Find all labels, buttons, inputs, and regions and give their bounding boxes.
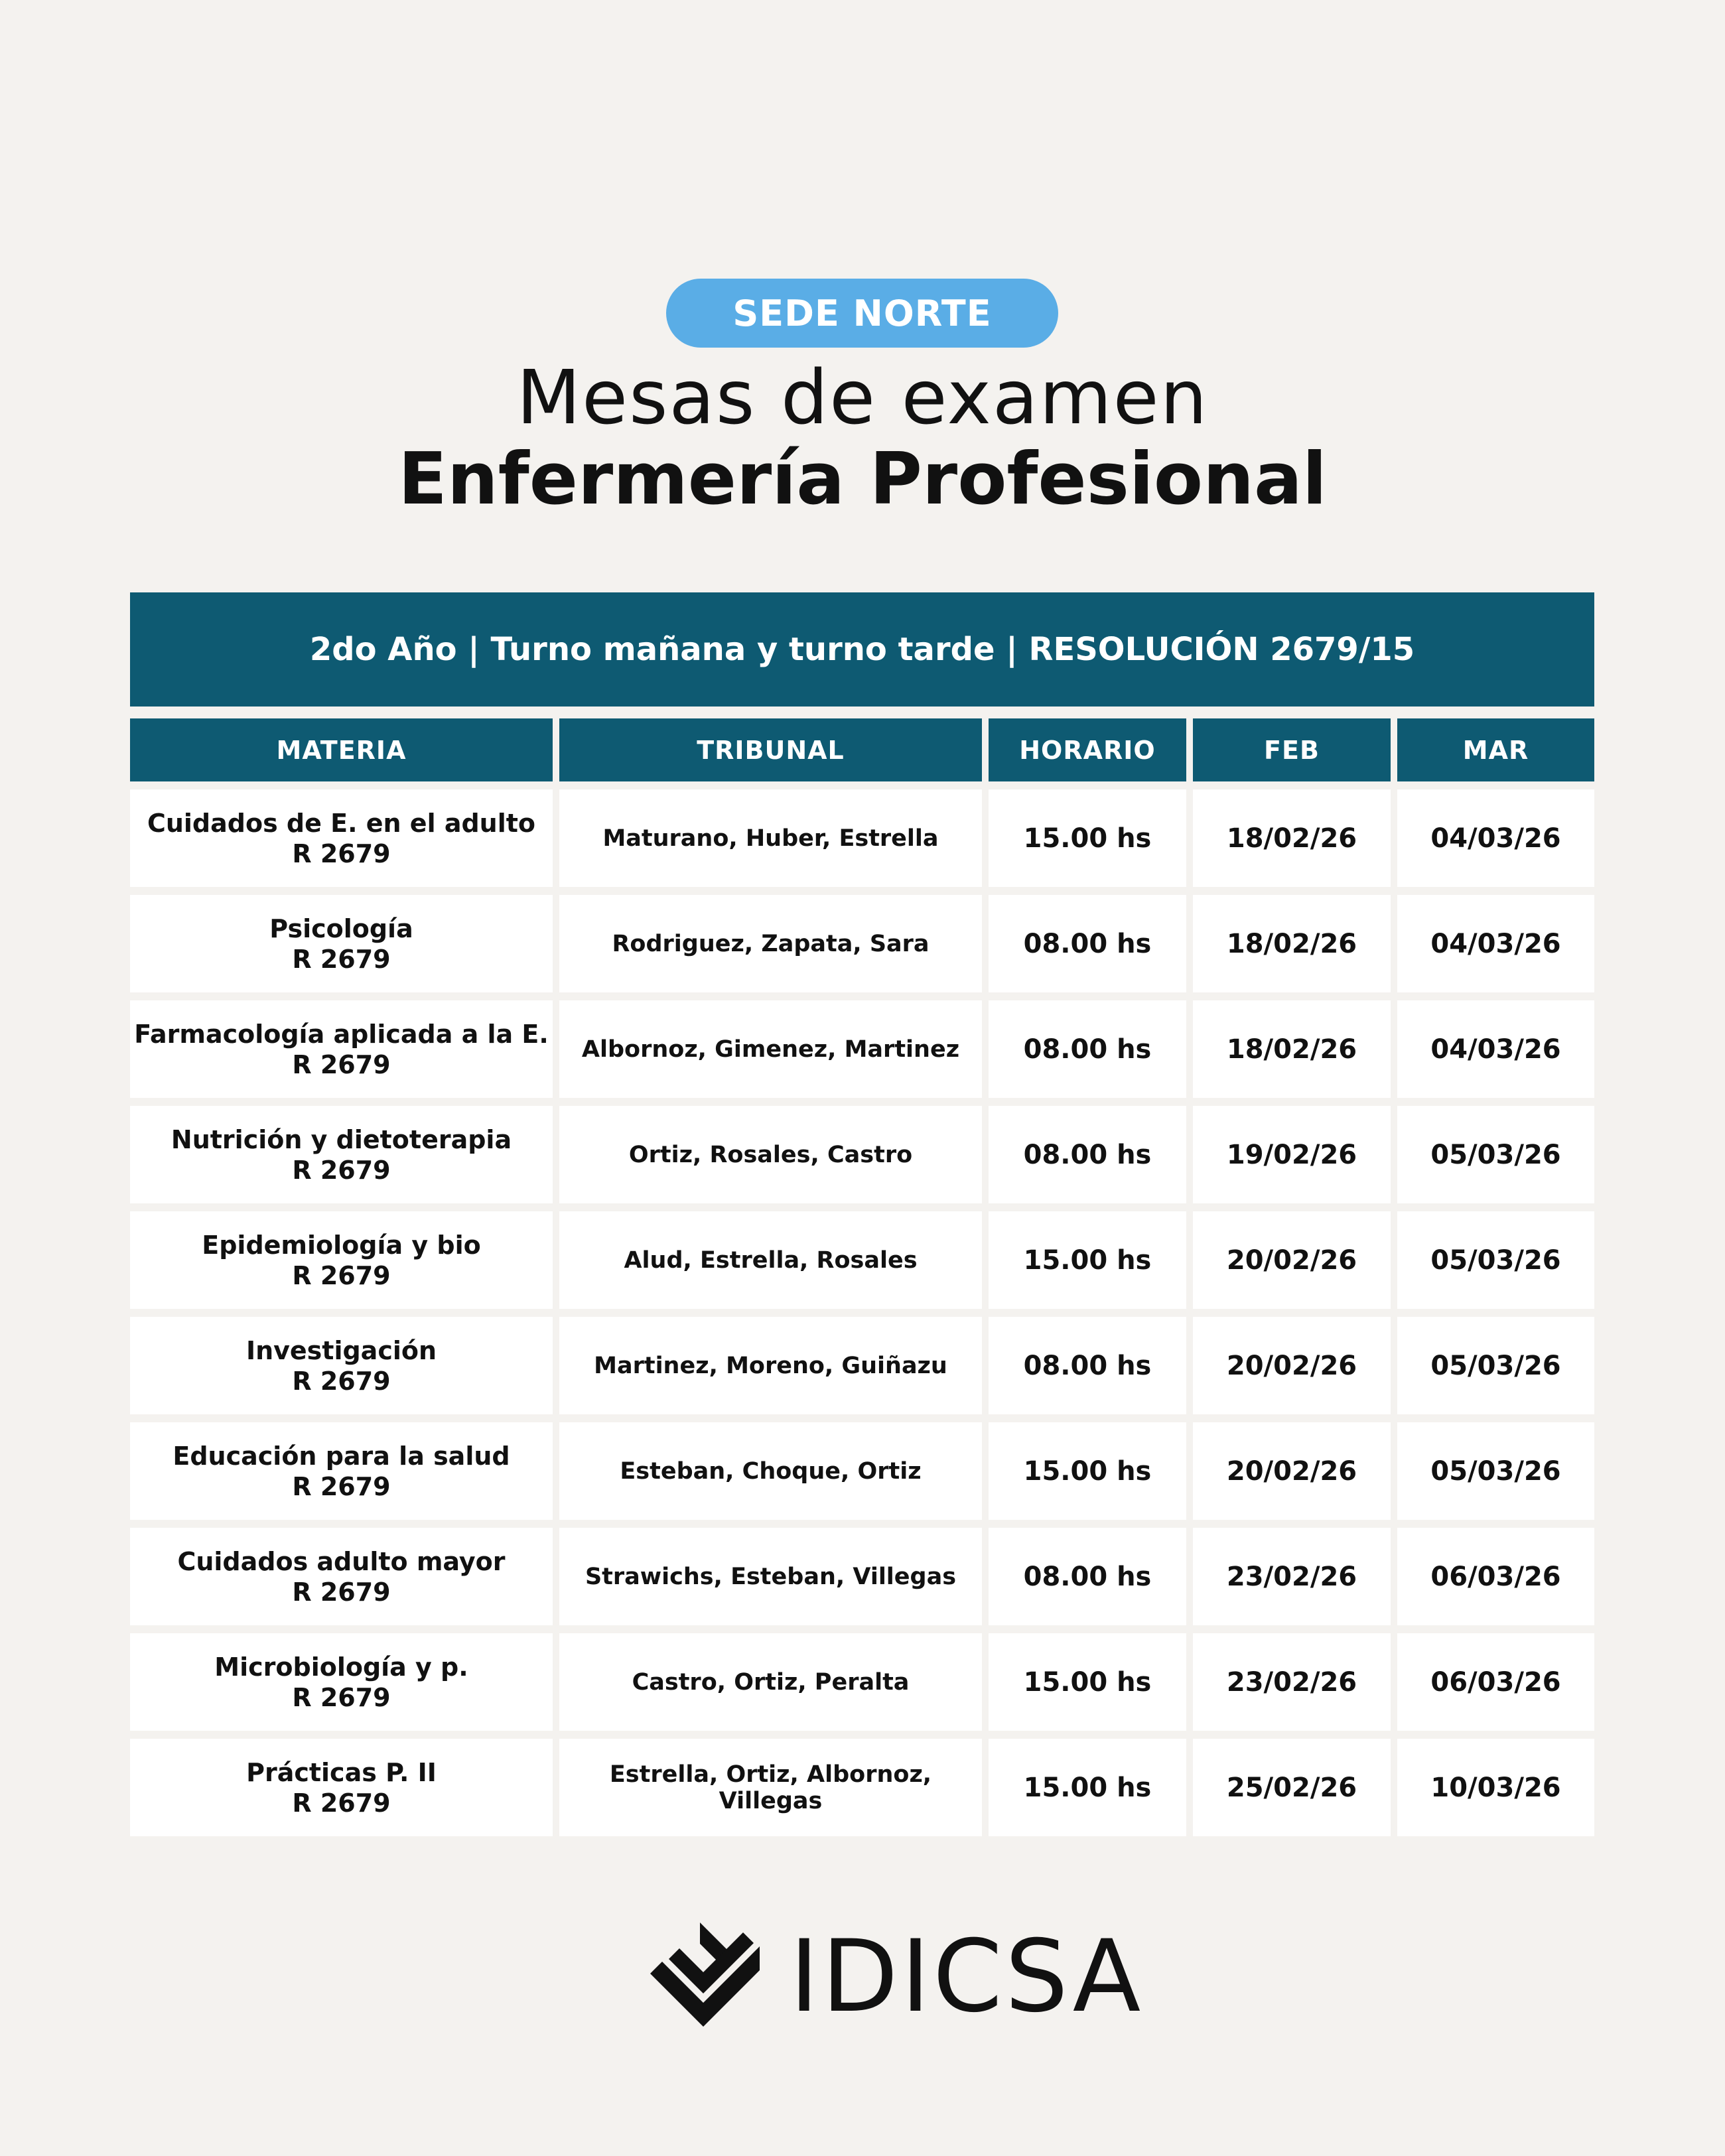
header-materia: MATERIA (130, 718, 553, 781)
feb-date-cell: 25/02/26 (1193, 1739, 1391, 1836)
header-tribunal: TRIBUNAL (559, 718, 982, 781)
materia-cell (130, 789, 553, 887)
horario-cell: 08.00 hs (989, 895, 1186, 992)
materia-cell (130, 895, 553, 992)
mar-date-cell: 04/03/26 (1397, 895, 1594, 992)
tribunal-cell: Castro, Ortiz, Peralta (559, 1633, 982, 1731)
materia-cell (130, 1106, 553, 1203)
materia-code: R 2679 (292, 1260, 391, 1290)
mar-date-cell: 05/03/26 (1397, 1422, 1594, 1520)
feb-date-cell: 18/02/26 (1193, 1000, 1391, 1098)
materia-name: Cuidados adulto mayor (177, 1546, 506, 1576)
horario-cell: 15.00 hs (989, 1739, 1186, 1836)
horario-cell: 08.00 hs (989, 1000, 1186, 1098)
materia-name: Prácticas P. II (246, 1757, 437, 1787)
materia-name: Farmacología aplicada a la E. (134, 1019, 549, 1049)
materia-cell (130, 1739, 553, 1836)
materia-cell (130, 1528, 553, 1625)
mar-date-cell: 05/03/26 (1397, 1211, 1594, 1309)
page-title-line2: Enfermería Profesional (398, 438, 1327, 521)
feb-date-cell: 20/02/26 (1193, 1422, 1391, 1520)
materia-code: R 2679 (292, 1471, 391, 1501)
horario-cell: 15.00 hs (989, 1211, 1186, 1309)
tribunal-cell: Ortiz, Rosales, Castro (559, 1106, 982, 1203)
feb-date-cell: 23/02/26 (1193, 1528, 1391, 1625)
materia-name: Epidemiología y bio (202, 1230, 481, 1260)
tribunal-cell: Rodriguez, Zapata, Sara (559, 895, 982, 992)
materia-code: R 2679 (292, 1049, 391, 1079)
materia-code: R 2679 (292, 1682, 391, 1712)
tribunal-cell: Esteban, Choque, Ortiz (559, 1422, 982, 1520)
header-feb: FEB (1193, 718, 1391, 781)
materia-code: R 2679 (292, 944, 391, 974)
materia-name: Educación para la salud (172, 1441, 510, 1471)
materia-cell (130, 1211, 553, 1309)
header-mar: MAR (1397, 718, 1594, 781)
materia-cell (130, 1317, 553, 1414)
mar-date-cell: 06/03/26 (1397, 1528, 1594, 1625)
materia-name: Nutrición y dietoterapia (171, 1124, 512, 1154)
idicsa-logo (637, 1911, 1143, 2043)
logo-text: IDICSA (790, 1919, 1144, 2035)
materia-cell (130, 1422, 553, 1520)
horario-cell: 15.00 hs (989, 1422, 1186, 1520)
sede-badge: SEDE NORTE (666, 279, 1058, 348)
tribunal-cell: Strawichs, Esteban, Villegas (559, 1528, 982, 1625)
materia-name: Psicología (269, 913, 413, 943)
mar-date-cell: 05/03/26 (1397, 1317, 1594, 1414)
mar-date-cell: 10/03/26 (1397, 1739, 1594, 1836)
materia-name: Microbiología y p. (214, 1652, 468, 1682)
feb-date-cell: 23/02/26 (1193, 1633, 1391, 1731)
header-horario: HORARIO (989, 718, 1186, 781)
materia-code: R 2679 (292, 1788, 391, 1818)
tribunal-cell: Albornoz, Gimenez, Martinez (559, 1000, 982, 1098)
check-mark-logo-icon (637, 1911, 770, 2043)
materia-name: Investigación (245, 1335, 437, 1365)
mar-date-cell: 05/03/26 (1397, 1106, 1594, 1203)
feb-date-cell: 20/02/26 (1193, 1317, 1391, 1414)
feb-date-cell: 19/02/26 (1193, 1106, 1391, 1203)
horario-cell: 15.00 hs (989, 1633, 1186, 1731)
mar-date-cell: 04/03/26 (1397, 789, 1594, 887)
materia-name: Cuidados de E. en el adulto (147, 808, 536, 838)
exam-table (130, 718, 1594, 1836)
horario-cell: 08.00 hs (989, 1106, 1186, 1203)
feb-date-cell: 20/02/26 (1193, 1211, 1391, 1309)
tribunal-cell: Estrella, Ortiz, Albornoz, Villegas (559, 1739, 982, 1836)
mar-date-cell: 06/03/26 (1397, 1633, 1594, 1731)
tribunal-cell: Alud, Estrella, Rosales (559, 1211, 982, 1309)
materia-code: R 2679 (292, 1577, 391, 1607)
materia-code: R 2679 (292, 1155, 391, 1185)
feb-date-cell: 18/02/26 (1193, 789, 1391, 887)
tribunal-cell: Martinez, Moreno, Guiñazu (559, 1317, 982, 1414)
horario-cell: 08.00 hs (989, 1528, 1186, 1625)
materia-code: R 2679 (292, 839, 391, 868)
materia-cell (130, 1000, 553, 1098)
materia-cell (130, 1633, 553, 1731)
feb-date-cell: 18/02/26 (1193, 895, 1391, 992)
table-banner: 2do Año | Turno mañana y turno tarde | RESOLUCIÓN 2679/15 (130, 592, 1594, 707)
horario-cell: 15.00 hs (989, 789, 1186, 887)
materia-code: R 2679 (292, 1366, 391, 1396)
page-title-line1: Mesas de examen (516, 355, 1209, 441)
mar-date-cell: 04/03/26 (1397, 1000, 1594, 1098)
horario-cell: 08.00 hs (989, 1317, 1186, 1414)
tribunal-cell: Maturano, Huber, Estrella (559, 789, 982, 887)
